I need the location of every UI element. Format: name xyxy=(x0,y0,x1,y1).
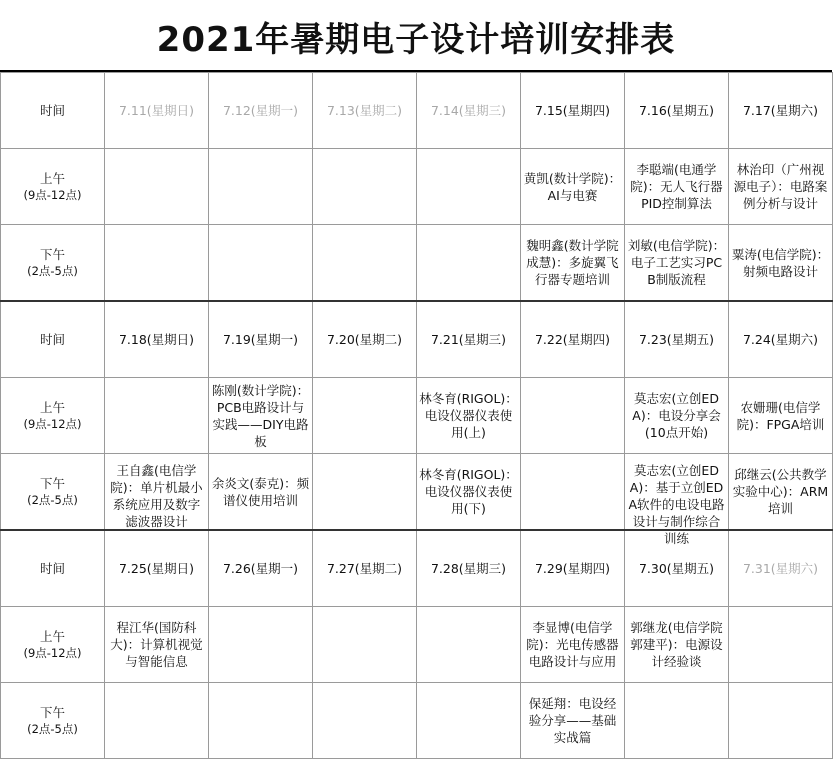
date-header-text: 7.13(星期二) xyxy=(326,103,403,118)
date-header xyxy=(209,73,313,149)
session-cell xyxy=(625,683,729,759)
session-cell xyxy=(729,683,833,759)
date-header xyxy=(729,73,833,149)
session-cell xyxy=(313,607,417,683)
schedule-body xyxy=(1,73,833,759)
date-header xyxy=(729,530,833,607)
session-cell xyxy=(625,149,729,225)
date-header xyxy=(417,530,521,607)
session-cell xyxy=(105,225,209,302)
row-label-afternoon xyxy=(1,454,105,531)
morning-row xyxy=(1,607,833,683)
row-label-morning xyxy=(1,149,105,225)
row-label-morning xyxy=(1,378,105,454)
session-cell-text: 王自鑫(电信学院)：单片机最小系统应用及数字滤波器设计 xyxy=(110,462,203,529)
session-cell-text: 林冬育(RIGOL)：电设仪器仪表使用(下) xyxy=(419,467,518,516)
date-header xyxy=(625,73,729,149)
session-cell-text: 邱继云(公共教学实验中心)：ARM培训 xyxy=(732,467,829,516)
date-header-text: 7.19(星期一) xyxy=(222,332,299,347)
date-header xyxy=(521,301,625,378)
row-label-afternoon-title: 下午 xyxy=(39,246,65,262)
row-label-morning-title: 上午 xyxy=(39,170,65,186)
date-header-text: 7.17(星期六) xyxy=(742,103,819,118)
time-row xyxy=(1,73,833,149)
row-label-time-title: 时间 xyxy=(39,561,65,576)
date-header-text: 7.14(星期三) xyxy=(430,103,507,118)
afternoon-row xyxy=(1,683,833,759)
row-label-afternoon-title: 下午 xyxy=(39,475,65,491)
session-cell xyxy=(417,607,521,683)
date-header-text: 7.27(星期二) xyxy=(326,561,403,576)
date-header-text: 7.15(星期四) xyxy=(534,103,611,118)
session-cell xyxy=(625,607,729,683)
morning-row xyxy=(1,378,833,454)
row-label-morning-hours: (9点-12点) xyxy=(23,645,82,660)
schedule-table xyxy=(0,72,833,759)
session-cell xyxy=(521,225,625,302)
session-cell xyxy=(313,454,417,531)
session-cell xyxy=(417,683,521,759)
date-header-text: 7.12(星期一) xyxy=(222,103,299,118)
date-header xyxy=(417,301,521,378)
session-cell xyxy=(313,149,417,225)
session-cell xyxy=(209,607,313,683)
session-cell-text: 莫志宏(立创EDA)：基于立创EDA软件的电设电路设计与制作综合训练 xyxy=(628,462,725,546)
session-cell xyxy=(417,454,521,531)
session-cell xyxy=(209,378,313,454)
row-label-time-title: 时间 xyxy=(39,332,65,347)
session-cell xyxy=(105,607,209,683)
date-header-text: 7.24(星期六) xyxy=(742,332,819,347)
session-cell xyxy=(729,607,833,683)
date-header-text: 7.18(星期日) xyxy=(118,332,195,347)
session-cell-text: 保延翔：电设经验分享——基础实战篇 xyxy=(528,696,617,745)
session-cell xyxy=(105,683,209,759)
date-header-text: 7.22(星期四) xyxy=(534,332,611,347)
session-cell xyxy=(625,225,729,302)
session-cell xyxy=(313,683,417,759)
date-header-text: 7.23(星期五) xyxy=(638,332,715,347)
session-cell-text: 余炎文(泰克)：频谱仪使用培训 xyxy=(211,475,310,508)
date-header-text: 7.26(星期一) xyxy=(222,561,299,576)
row-label-afternoon-hours: (2点-5点) xyxy=(27,492,78,507)
date-header xyxy=(313,301,417,378)
date-header xyxy=(521,530,625,607)
session-cell xyxy=(105,149,209,225)
session-cell-text: 林治印（广州视源电子）：电路案例分析与设计 xyxy=(733,162,828,211)
afternoon-row xyxy=(1,225,833,302)
session-cell xyxy=(521,149,625,225)
afternoon-row xyxy=(1,454,833,531)
row-label-morning-hours: (9点-12点) xyxy=(23,187,82,202)
session-cell-text: 林冬育(RIGOL)：电设仪器仪表使用(上) xyxy=(419,391,518,440)
session-cell xyxy=(729,225,833,302)
date-header-text: 7.29(星期四) xyxy=(534,561,611,576)
session-cell-text: 李显博(电信学院)：光电传感器电路设计与应用 xyxy=(526,620,619,669)
session-cell xyxy=(625,378,729,454)
date-header xyxy=(417,73,521,149)
row-label-afternoon-hours: (2点-5点) xyxy=(27,263,78,278)
session-cell xyxy=(209,454,313,531)
date-header xyxy=(209,530,313,607)
session-cell-text: 程江华(国防科大)：计算机视觉与智能信息 xyxy=(110,620,203,669)
date-header-text: 7.28(星期三) xyxy=(430,561,507,576)
row-label-time xyxy=(1,301,105,378)
date-header-text: 7.21(星期三) xyxy=(430,332,507,347)
session-cell-text: 农姗珊(电信学院)：FPGA培训 xyxy=(736,399,825,432)
session-cell xyxy=(521,454,625,531)
session-cell xyxy=(625,454,729,546)
session-cell xyxy=(521,683,625,759)
session-cell xyxy=(417,378,521,454)
session-cell xyxy=(729,378,833,454)
date-header xyxy=(521,73,625,149)
session-cell xyxy=(417,149,521,225)
date-header-text: 7.31(星期六) xyxy=(742,561,819,576)
date-header xyxy=(313,73,417,149)
session-cell xyxy=(313,225,417,302)
row-label-morning-title: 上午 xyxy=(39,628,65,644)
row-label-morning xyxy=(1,607,105,683)
time-row xyxy=(1,301,833,378)
date-header-text: 7.30(星期五) xyxy=(638,561,715,576)
session-cell xyxy=(313,378,417,454)
row-label-afternoon xyxy=(1,683,105,759)
session-cell-text: 魏明鑫(数计学院成慧)：多旋翼飞行器专题培训 xyxy=(526,238,619,287)
session-cell-text: 刘敏(电信学院)：电子工艺实习PCB制版流程 xyxy=(627,238,726,287)
session-cell xyxy=(521,378,625,454)
row-label-time xyxy=(1,530,105,607)
session-cell xyxy=(417,225,521,302)
session-cell xyxy=(105,454,209,531)
session-cell-text: 黄凯(数计学院)：AI与电赛 xyxy=(523,170,622,203)
date-header xyxy=(105,530,209,607)
row-label-afternoon xyxy=(1,225,105,302)
morning-row xyxy=(1,149,833,225)
date-header-text: 7.20(星期二) xyxy=(326,332,403,347)
session-cell xyxy=(209,225,313,302)
session-cell xyxy=(521,607,625,683)
date-header xyxy=(105,301,209,378)
date-header xyxy=(313,530,417,607)
date-header-text: 7.11(星期日) xyxy=(118,103,195,118)
date-header xyxy=(729,301,833,378)
row-label-time-title: 时间 xyxy=(39,103,65,118)
row-label-morning-hours: (9点-12点) xyxy=(23,416,82,431)
date-header xyxy=(625,301,729,378)
date-header-text: 7.16(星期五) xyxy=(638,103,715,118)
session-cell-text: 郭继龙(电信学院郭建平)：电源设计经验谈 xyxy=(630,620,723,669)
session-cell-text: 陈刚(数计学院)：PCB电路设计与实践——DIY电路板 xyxy=(211,382,310,449)
session-cell xyxy=(729,454,833,531)
date-header xyxy=(105,73,209,149)
session-cell xyxy=(729,149,833,225)
row-label-afternoon-title: 下午 xyxy=(39,704,65,720)
session-cell xyxy=(209,683,313,759)
session-cell-text: 李聪端(电通学院)：无人飞行器PID控制算法 xyxy=(630,162,723,211)
session-cell xyxy=(105,378,209,454)
session-cell-text: 莫志宏(立创EDA)：电设分享会(10点开始) xyxy=(632,391,721,440)
row-label-time xyxy=(1,73,105,149)
session-cell xyxy=(209,149,313,225)
date-header xyxy=(209,301,313,378)
page-title: 2021年暑期电子设计培训安排表 xyxy=(156,19,676,60)
date-header-text: 7.25(星期日) xyxy=(118,561,195,576)
session-cell-text: 粟涛(电信学院)：射频电路设计 xyxy=(731,246,830,279)
time-row xyxy=(1,530,833,607)
row-label-afternoon-hours: (2点-5点) xyxy=(27,721,78,736)
row-label-morning-title: 上午 xyxy=(39,399,65,415)
